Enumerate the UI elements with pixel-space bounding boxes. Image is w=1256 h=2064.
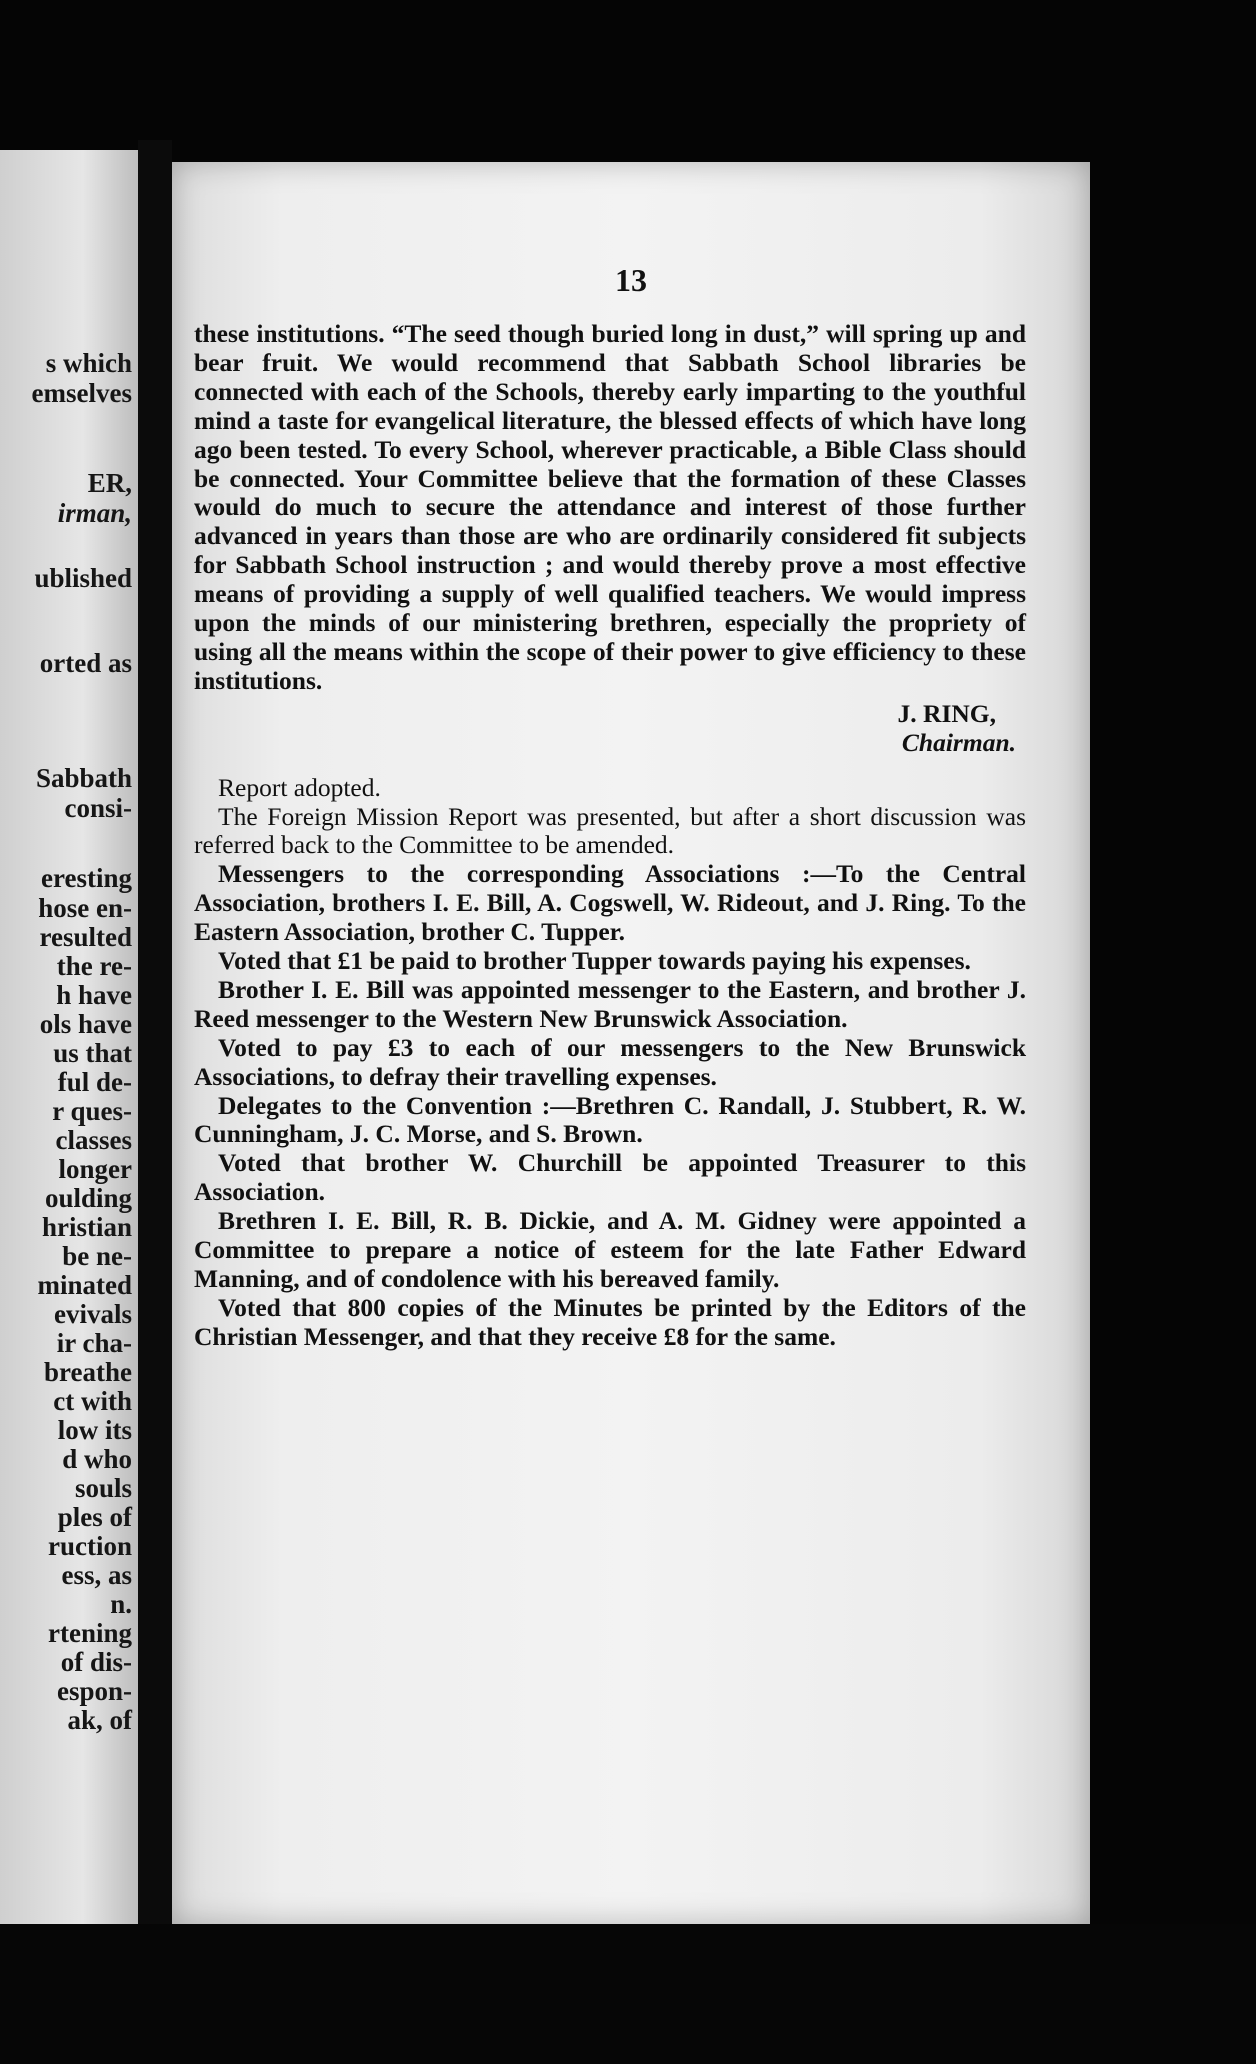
paragraph-voted-tupper: Voted that £1 be paid to brother Tupper towards paying his expenses.: [218, 946, 971, 976]
left-page-text-fragment: be ne-: [62, 1241, 132, 1271]
left-page-text-fragment: n.: [110, 1589, 132, 1619]
left-page-text-fragment: low its: [57, 1415, 132, 1445]
paragraph-committee-esteem: Brethren I. E. Bill, R. B. Dickie, and A. M. Gidney were appointed a Committee to prepare a notice of esteem for the late Father Edward Manning, and of condolence with his bereaved family.: [194, 1206, 1026, 1293]
paragraph-minutes-copies: Voted that 800 copies of the Minutes be printed by the Editors of the Christian Messenger, and that they receive £8 for the same.: [194, 1292, 1026, 1351]
left-page-text-fragment: ples of: [57, 1502, 132, 1532]
left-page-text-fragment: hristian: [41, 1212, 132, 1242]
page-number: 13: [615, 262, 647, 298]
left-page-text-fragment: breathe: [44, 1357, 132, 1387]
signature-title: Chairman.: [901, 727, 1016, 757]
left-page-text-fragment: classes: [55, 1125, 132, 1155]
left-page-text-fragment: ruction: [48, 1531, 132, 1561]
spacer: [194, 758, 1026, 774]
committee-report-paragraph: these institutions. “The seed though buried long in dust,” will spring up and bear fruit. We would recommend that Sabbath School libraries be connected with each of the Schools, thereby early imparting to the youthful mind a taste for evangelical literature, the blessed effects of which have long ago been tested. To every School, wherever practicable, a Bible Class should be connected. Your Committee believe that the formation of these Classes would do much to secure the attendance and interest of those further advanced in years than those are who are ordinarily considered fit subjects for Sabbath School instruction ; and would thereby prove a most effective means of providing a supply of well qualified teachers. We would impress upon the minds of our ministering brethren, especially the propriety of using all the means within the scope of their power to give efficiency to these institutions.: [194, 319, 1026, 695]
left-page-text-fragment: h have: [56, 980, 132, 1010]
paragraph-delegates: Delegates to the Convention :—Brethren C. Randall, J. Stubbert, R. W. Cunningham, J. C. Morse, and S. Brown.: [194, 1090, 1026, 1149]
left-page-text-fragment: the re-: [56, 951, 132, 981]
left-page-text-fragment: hose en-: [38, 893, 132, 923]
left-page-text-fragment: orted as: [39, 648, 132, 678]
left-page-text-fragment: us that: [53, 1038, 132, 1068]
left-page-text-fragment: ir cha-: [56, 1328, 132, 1358]
left-page-text-fragment: longer: [58, 1154, 132, 1184]
left-page-text-fragment: consi-: [64, 793, 132, 823]
paragraph-foreign-mission: The Foreign Mission Report was presented, but after a short discussion was referred back to the Committee to be amended.: [194, 801, 1026, 860]
left-page-text-fragment: d who: [62, 1444, 132, 1474]
left-page-text-fragment: ols have: [39, 1009, 132, 1039]
left-page-text-fragment: resulted: [39, 922, 132, 952]
left-page-text-fragment: r ques-: [52, 1096, 132, 1126]
book-page: [172, 162, 1090, 1924]
left-page-text-fragment: oulding: [44, 1183, 132, 1213]
left-page-text-fragment: espon-: [56, 1676, 132, 1706]
paragraph-treasurer: Voted that brother W. Churchill be appointed Treasurer to this Association.: [194, 1148, 1026, 1207]
left-page-text-fragment: ublished: [34, 563, 132, 593]
left-page-text-fragment: irman,: [57, 498, 132, 528]
signature-name: J. RING,: [897, 698, 996, 728]
left-page-text-fragment: ER,: [87, 468, 132, 498]
left-page-text-fragment: ak, of: [67, 1705, 132, 1735]
scan-background-bottom: [0, 1924, 1256, 2064]
left-page-text-fragment: souls: [74, 1473, 132, 1503]
left-page-text-fragment: eresting: [41, 863, 132, 893]
left-page-text-fragment: of dis-: [60, 1647, 132, 1677]
paragraph-messengers: Messengers to the corresponding Associations :—To the Central Association, brothers I. E. Bill, A. Cogswell, W. Rideout, and J. Ring. To the Eastern Association, brother C. Tupper.: [194, 859, 1026, 947]
page-body: [194, 320, 1026, 1352]
left-page-text-fragment: emselves: [31, 378, 132, 408]
left-page-text-fragment: s which: [45, 348, 132, 378]
left-page-text-fragment: evivals: [54, 1299, 132, 1329]
left-page-text-fragment: Sabbath: [35, 763, 132, 793]
book-gutter: [138, 140, 172, 1940]
paragraph-report-adopted: Report adopted.: [218, 772, 381, 802]
paragraph-bill-messenger: Brother I. E. Bill was appointed messenger to the Eastern, and brother J. Reed messenger to the Western New Brunswick Association.: [194, 974, 1026, 1033]
left-page-fragment: [0, 150, 138, 1930]
left-page-text-fragment: ess, as: [61, 1560, 132, 1590]
left-page-text-fragment: rtening: [48, 1618, 132, 1648]
paragraph-voted-pay: Voted to pay £3 to each of our messengers to the New Brunswick Associations, to defray their travelling expenses.: [194, 1032, 1026, 1091]
left-page-text-fragment: ct with: [53, 1386, 132, 1416]
left-page-text-fragment: ful de-: [57, 1067, 132, 1097]
left-page-text-fragment: minated: [37, 1270, 132, 1300]
